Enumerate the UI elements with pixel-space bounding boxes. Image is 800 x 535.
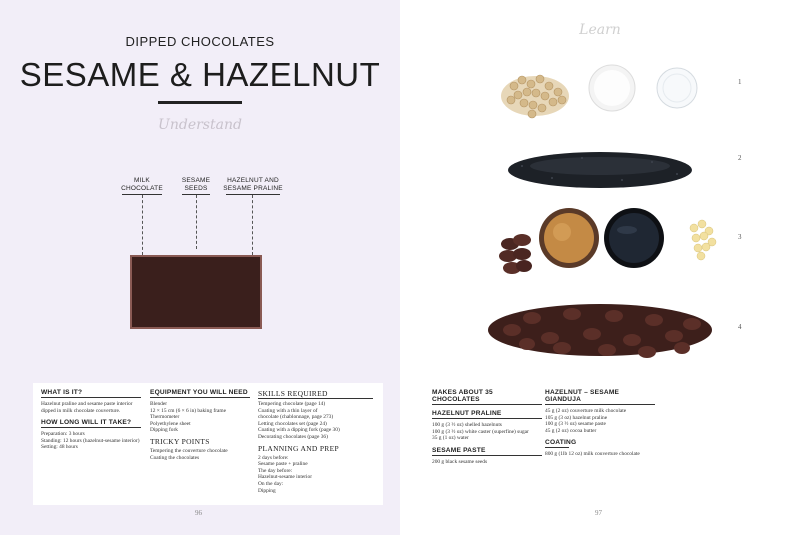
step-number: 3 bbox=[738, 233, 742, 241]
ingredients-illustration bbox=[432, 48, 768, 378]
water-glass bbox=[657, 68, 697, 108]
hazelnuts-pile bbox=[501, 75, 569, 118]
page-number: 96 bbox=[195, 509, 202, 517]
ingredients-column-2: HAZELNUT – SESAME GIANDUJA 45 g (2 oz) couverture milk chocolate 105 g (3 oz) hazelnut praline 100 g (3 ½ oz) sesame paste 45 g (2 oz) cocoa butter COATING 800 g (1lb 12 oz) milk couverture chocolate bbox=[545, 389, 655, 458]
skills-heading: SKILLS REQUIRED bbox=[258, 389, 373, 399]
sesame-paste-bowl bbox=[604, 208, 664, 268]
label-milk-chocolate: MILK CHOCOLATE bbox=[121, 177, 163, 192]
recipe-info-panel bbox=[33, 383, 383, 505]
label-hazelnut-praline: HAZELNUT AND SESAME PRALINE bbox=[223, 177, 283, 192]
chocolate-callets-small bbox=[499, 234, 532, 274]
cocoa-butter-pile bbox=[690, 220, 716, 260]
leader-line bbox=[196, 195, 197, 249]
learn-script-heading: Learn bbox=[579, 22, 621, 38]
milk-chocolate-pile bbox=[488, 304, 712, 358]
info-column-3: SKILLS REQUIRED Tempering chocolate (page 14) Coating with a thin layer of chocolate (chablonnage, page 273) Letting chocolates set (page 24) Coating with a dipping fork (page 30) Decorating chocolates (page 36) PLANNING AND PREP 2 days before: Sesame paste + praline The day before: Hazelnut-sesame interior On the day: Dipping bbox=[258, 389, 373, 494]
praline-heading: HAZELNUT PRALINE bbox=[432, 410, 542, 419]
label-sesame-seeds: SESAME SEEDS bbox=[181, 177, 211, 192]
step-number: 2 bbox=[738, 154, 742, 162]
leader-line bbox=[142, 195, 143, 255]
leader-line bbox=[252, 195, 253, 255]
chocolate-cross-section bbox=[130, 255, 262, 329]
what-is-it-heading: WHAT IS IT? bbox=[41, 389, 141, 398]
ingredients-column-1: MAKES ABOUT 35 CHOCOLATES HAZELNUT PRALINE 100 g (3 ½ oz) shelled hazelnuts 100 g (3 ½ oz) white caster (superfine) sugar 35 g (1 oz) water SESAME PASTE 200 g black sesame seeds bbox=[432, 389, 542, 465]
info-column-2: EQUIPMENT YOU WILL NEED Blender 12 × 15 cm (6 × 6 in) baking frame Thermometer Polyethylene sheet Dipping fork TRICKY POINTS Tempering the couverture chocolate Coating the chocolates bbox=[150, 389, 250, 461]
how-long-heading: HOW LONG WILL IT TAKE? bbox=[41, 419, 141, 428]
planning-heading: PLANNING AND PREP bbox=[258, 443, 339, 453]
ingredients-panel bbox=[430, 383, 765, 473]
gianduja-heading: HAZELNUT – SESAME GIANDUJA bbox=[545, 389, 655, 405]
step-number: 1 bbox=[738, 78, 742, 86]
page-number: 97 bbox=[595, 509, 602, 517]
recipe-title: SESAME & HAZELNUT bbox=[19, 56, 381, 93]
equipment-heading: EQUIPMENT YOU WILL NEED bbox=[150, 389, 250, 398]
coating-heading: COATING bbox=[545, 439, 577, 447]
understand-script-heading: Understand bbox=[158, 117, 242, 133]
label-underline bbox=[226, 194, 280, 195]
sesame-seeds-pile bbox=[508, 152, 692, 188]
makes-heading: MAKES ABOUT 35 CHOCOLATES bbox=[432, 389, 542, 405]
recipe-category: DIPPED CHOCOLATES bbox=[125, 34, 275, 49]
sesame-paste-heading: SESAME PASTE bbox=[432, 447, 542, 456]
sugar-bowl bbox=[589, 65, 635, 111]
title-underline bbox=[158, 101, 242, 104]
praline-bowl bbox=[539, 208, 599, 268]
info-column-1: WHAT IS IT? Hazelnut praline and sesame paste interior dipped in milk chocolate couverture. HOW LONG WILL IT TAKE? Preparation: 3 hours Standing: 12 hours (hazelnut-sesame interior) Setting: 48 hours bbox=[41, 389, 140, 451]
ingredients-photo bbox=[432, 48, 768, 378]
step-number: 4 bbox=[738, 323, 742, 331]
tricky-points-heading: TRICKY POINTS bbox=[150, 436, 210, 446]
